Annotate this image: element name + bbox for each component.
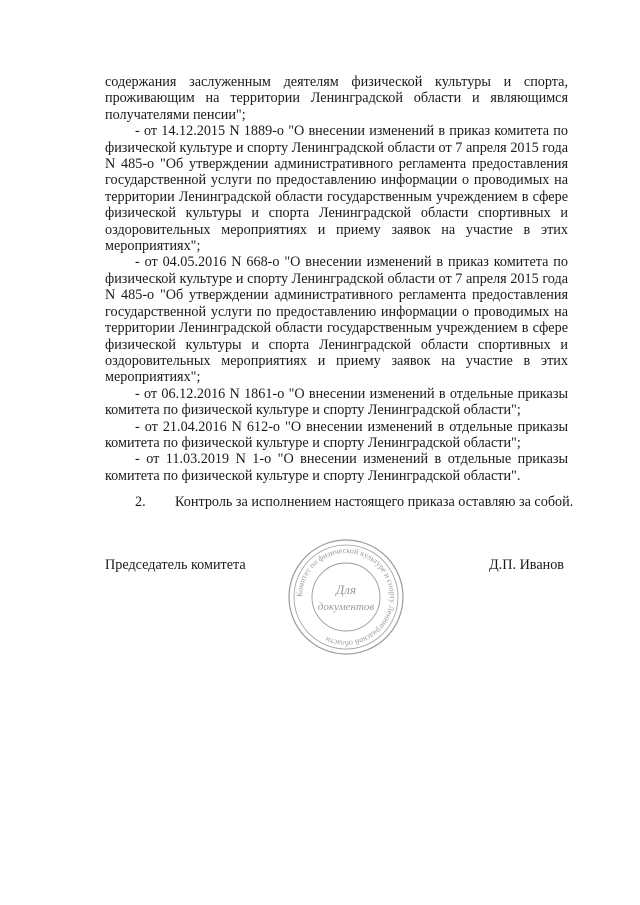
list-item-order-668: - от 04.05.2016 N 668-о "О внесении изменений в приказ комитета по физической культуре и спорту Ленинградской области от 7 апреля 2015 года N 485-о "Об утверждении административного регламента предоставления государственной услуги по предоставлению информации о проводимых на территории Ленинградской области государственным учреждением в сфере физической культуры и спорта Ленинградской области спортивных и оздоровительных мероприятиях и приему заявок на участие в этих мероприятиях";	[105, 254, 568, 386]
round-seal-stamp	[287, 538, 405, 656]
list-item-order-612: - от 21.04.2016 N 612-о "О внесении изменений в отдельные приказы комитета по физической культуре и спорту Ленинградской области";	[105, 418, 568, 451]
signatory-title: Председатель комитета	[105, 557, 246, 573]
clause-number: 2.	[135, 494, 146, 510]
paragraph-continuation: содержания заслуженным деятелям физической культуры и спорта, проживающим на территории Ленинградской области и являющимся получателями пенсии";	[105, 74, 568, 123]
svg-text:Для: Для	[336, 582, 356, 597]
list-item-order-1889: - от 14.12.2015 N 1889-о "О внесении изменений в приказ комитета по физической культуре и спорту Ленинградской области от 7 апреля 2015 года N 485-о "Об утверждении административного регламента предоставления государственной услуги по предоставлению информации о проводимых на территории Ленинградской области государственным учреждением в сфере физической культуры и спорта Ленинградской области спортивных и оздоровительных мероприятиях и приему заявок на участие в этих мероприятиях";	[105, 123, 568, 255]
clause-text: Контроль за исполнением настоящего приказа оставляю за собой.	[175, 494, 574, 510]
svg-text:документов: документов	[317, 601, 375, 613]
list-item-order-1: - от 11.03.2019 N 1-о "О внесении изменений в отдельные приказы комитета по физической культуре и спорту Ленинградской области".	[105, 451, 568, 484]
signatory-name: Д.П. Иванов	[489, 557, 565, 573]
document-body	[105, 74, 568, 484]
svg-text:Комитет по физической культуре: Комитет по физической культуре и спорту Ленинградской области	[294, 545, 398, 649]
list-item-order-1861: - от 06.12.2016 N 1861-о "О внесении изменений в отдельные приказы комитета по физической культуре и спорту Ленинградской области";	[105, 385, 568, 419]
